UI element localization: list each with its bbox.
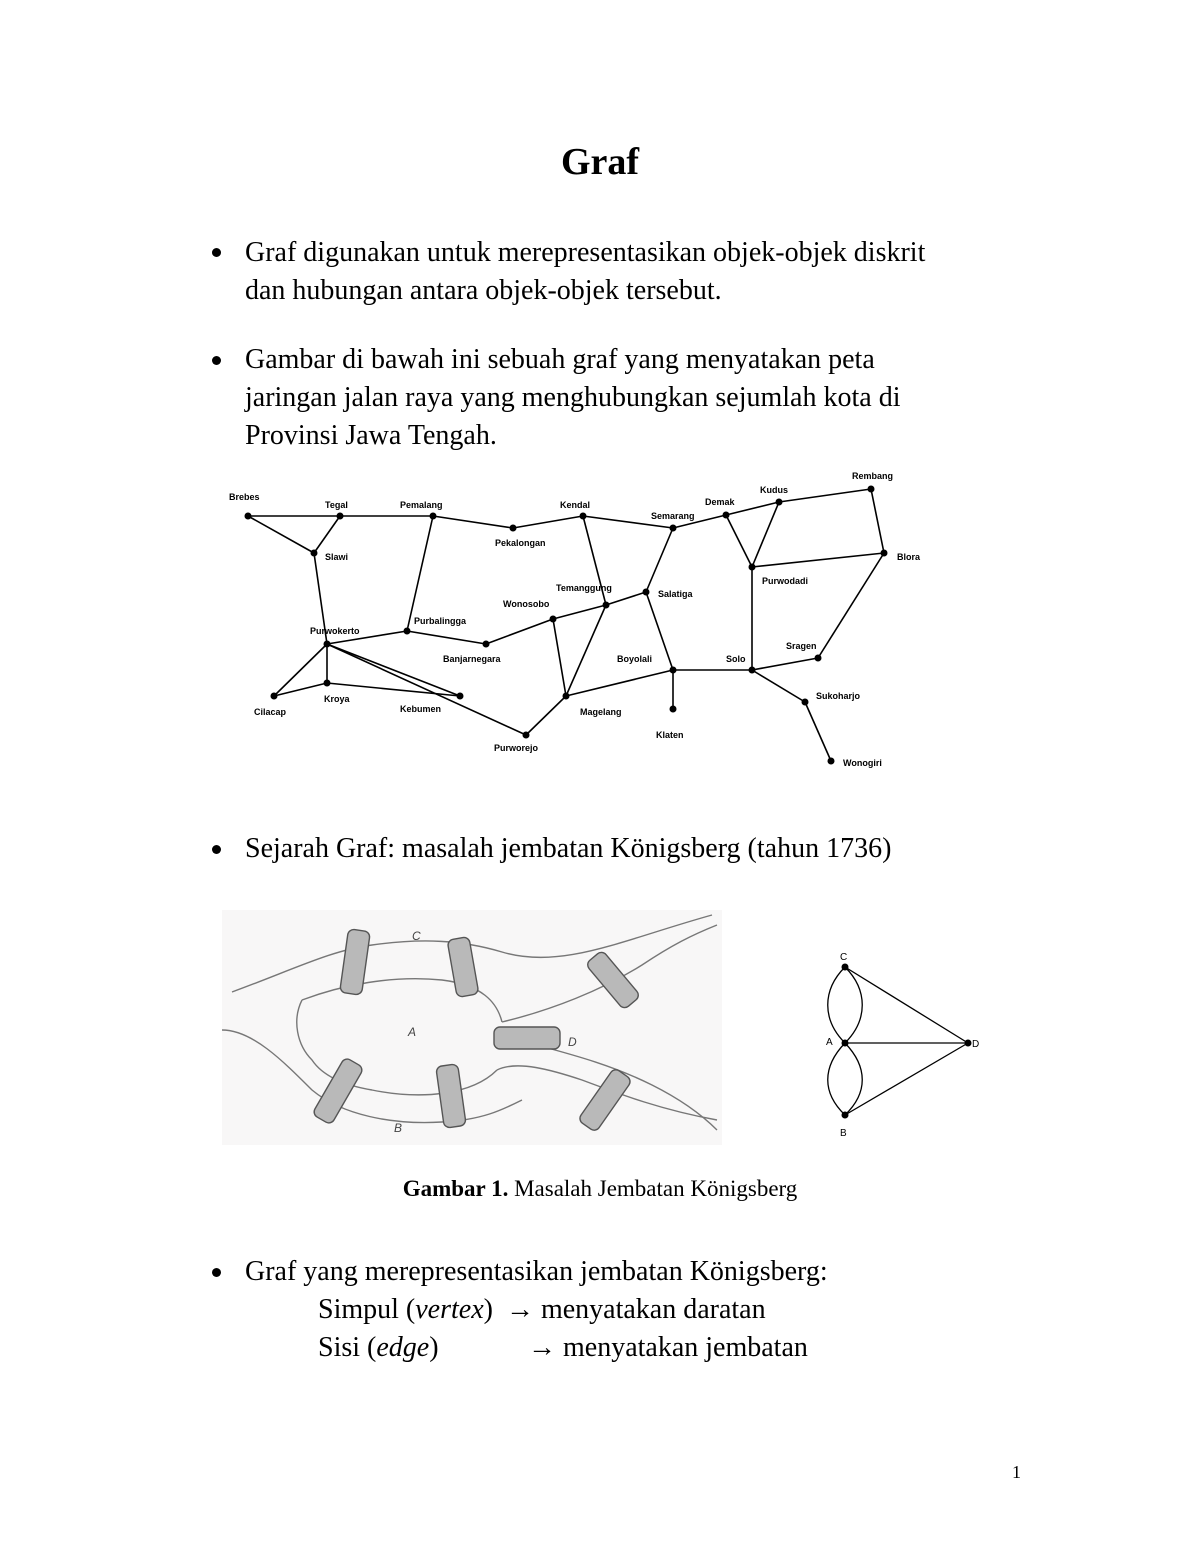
edge-definition	[318, 1329, 878, 1367]
caption-text: Masalah Jembatan Königsberg	[514, 1176, 798, 1201]
label-sragen: Sragen	[786, 641, 817, 651]
label-blora: Blora	[897, 552, 921, 562]
bridge-4	[494, 1027, 560, 1049]
label-slawi: Slawi	[325, 552, 349, 562]
vertex-label-b: B	[840, 1128, 847, 1139]
page-title: Graf	[560, 141, 640, 183]
vertex-c	[842, 964, 849, 971]
node-banjarnegara	[483, 641, 490, 648]
bullet-marker	[212, 1268, 221, 1277]
label-tegal: Tegal	[325, 500, 348, 510]
bullet-3	[245, 830, 1045, 868]
node-magelang	[563, 693, 570, 700]
node-pekalongan	[510, 525, 517, 532]
vertex-label-a: A	[826, 1037, 833, 1048]
node-klaten	[670, 706, 677, 713]
label-purbalingga: Purbalingga	[414, 616, 467, 626]
city-nodes	[245, 486, 888, 765]
label-purwodadi: Purwodadi	[762, 576, 809, 586]
node-cilacap	[271, 693, 278, 700]
bullet-1-line1: Graf digunakan untuk merepresentasikan objek-objek diskrit	[245, 237, 926, 268]
label-demak: Demak	[705, 497, 735, 507]
label-wonogiri: Wonogiri	[843, 758, 882, 768]
bullet-4	[245, 1253, 1045, 1291]
label-purworejo: Purworejo	[494, 743, 539, 753]
vertex-d	[965, 1040, 972, 1047]
node-sragen	[815, 655, 822, 662]
node-solo	[749, 667, 756, 674]
label-kudus: Kudus	[760, 485, 788, 495]
label-kendal: Kendal	[560, 500, 591, 510]
graph-vertices	[842, 964, 972, 1119]
label-pekalongan: Pekalongan	[495, 538, 546, 548]
bullet-marker	[212, 845, 221, 854]
label-klaten: Klaten	[656, 730, 684, 740]
node-semarang	[670, 525, 677, 532]
edge-meaning: menyatakan jembatan	[563, 1332, 808, 1363]
edge-arrow-icon: →	[528, 1332, 556, 1363]
node-wonosobo	[550, 616, 557, 623]
node-kudus	[776, 499, 783, 506]
node-temanggung	[603, 602, 610, 609]
label-solo: Solo	[726, 654, 746, 664]
node-kebumen	[457, 693, 464, 700]
label-kroya: Kroya	[324, 694, 350, 704]
bullet-3-line1: Sejarah Graf: masalah jembatan Königsberg (tahun 1736)	[245, 833, 892, 864]
vertex-a	[842, 1040, 849, 1047]
label-pemalang: Pemalang	[400, 500, 443, 510]
label-boyolali: Boyolali	[617, 654, 653, 664]
label-brebes: Brebes	[229, 492, 260, 502]
label-sukoharjo: Sukoharjo	[816, 691, 861, 701]
vertex-definition	[318, 1291, 766, 1329]
node-kroya	[324, 680, 331, 687]
vertex-after: )	[483, 1294, 493, 1325]
node-purwokerto	[324, 641, 331, 648]
node-demak	[723, 512, 730, 519]
label-cilacap: Cilacap	[254, 707, 287, 717]
bullet-2-line3: Provinsi Jawa Tengah.	[245, 420, 497, 451]
bullet-1-line2: dan hubungan antara objek-objek tersebut.	[245, 275, 722, 306]
node-kendal	[580, 513, 587, 520]
page-number: 1	[1012, 1462, 1021, 1482]
area-label-c: C	[412, 929, 421, 943]
vertex-label-d: D	[972, 1039, 980, 1050]
caption-label: Gambar 1.	[402, 1176, 509, 1201]
vertex-term: vertex	[415, 1294, 484, 1325]
vertex-meaning: menyatakan daratan	[540, 1294, 766, 1325]
label-magelang: Magelang	[580, 707, 622, 717]
konigsberg-bridges-illustration	[222, 910, 722, 1145]
edge-after: )	[429, 1332, 439, 1363]
vertex-label-c: C	[840, 952, 848, 963]
node-boyolali	[670, 667, 677, 674]
area-label-d: D	[568, 1035, 577, 1049]
road-edges	[248, 489, 884, 761]
node-salatiga	[643, 589, 650, 596]
bullet-2-line1: Gambar di bawah ini sebuah graf yang menyatakan peta	[245, 344, 875, 375]
node-purbalingga	[404, 628, 411, 635]
label-salatiga: Salatiga	[658, 589, 693, 599]
area-label-b: B	[394, 1121, 403, 1135]
graph-edges	[828, 967, 968, 1115]
vertex-before: Simpul (	[318, 1294, 416, 1325]
label-semarang: Semarang	[651, 511, 695, 521]
node-purworejo	[523, 732, 530, 739]
node-blora	[881, 550, 888, 557]
label-temanggung: Temanggung	[556, 583, 612, 593]
node-tegal	[337, 513, 344, 520]
node-brebes	[245, 513, 252, 520]
area-label-a: A	[408, 1025, 417, 1039]
bullet-4-line1: Graf yang merepresentasikan jembatan Königsberg:	[245, 1256, 828, 1287]
edge-term: edge	[376, 1332, 430, 1363]
vertex-b	[842, 1112, 849, 1119]
edge-arrow-group	[528, 1329, 808, 1367]
node-sukoharjo	[802, 699, 809, 706]
label-purwokerto: Purwokerto	[310, 626, 360, 636]
node-purwodadi	[749, 564, 756, 571]
konigsberg-graph	[820, 945, 1000, 1145]
node-wonogiri	[828, 758, 835, 765]
label-banjarnegara: Banjarnegara	[443, 654, 501, 664]
node-pemalang	[430, 513, 437, 520]
label-rembang: Rembang	[852, 471, 894, 481]
label-kebumen: Kebumen	[400, 704, 442, 714]
bullet-2-line2: jaringan jalan raya yang menghubungkan sejumlah kota di	[245, 382, 901, 413]
node-slawi	[311, 550, 318, 557]
node-rembang	[868, 486, 875, 493]
vertex-arrow-icon: →	[505, 1294, 534, 1325]
edge-before: Sisi (	[318, 1332, 377, 1363]
label-wonosobo: Wonosobo	[503, 599, 550, 609]
figure-caption	[0, 1176, 1200, 1202]
